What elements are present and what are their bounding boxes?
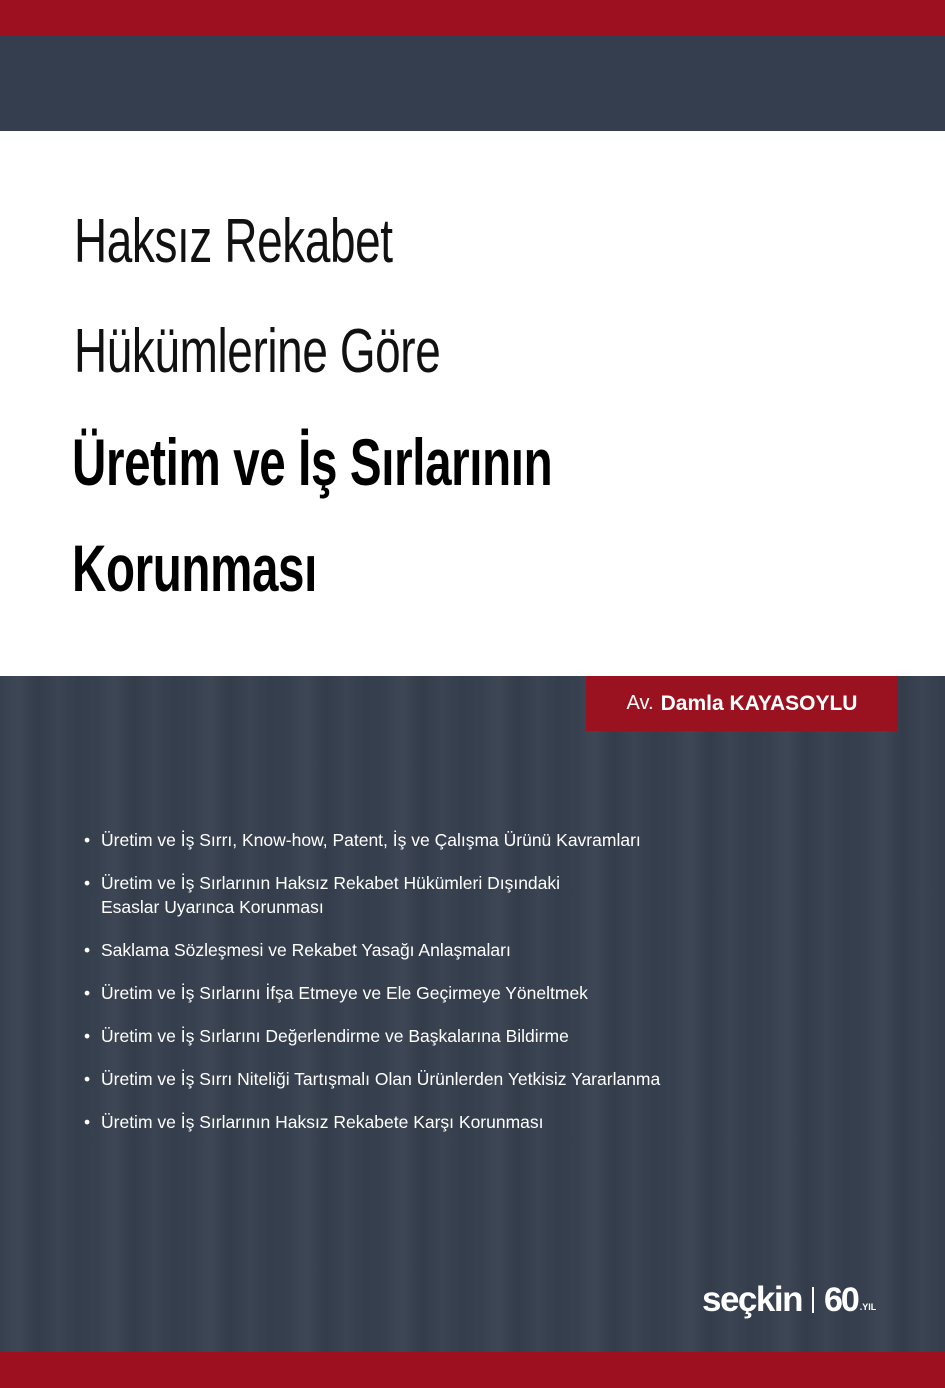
title-line-1: Haksız Rekabet (74, 207, 393, 276)
list-item (84, 828, 844, 852)
bottom-red-band (0, 1352, 945, 1388)
list-item (84, 1067, 844, 1091)
title-line-3: Üretim ve İş Sırlarının (72, 425, 553, 499)
bullet-icon: • (84, 1112, 91, 1132)
anniversary-number: 60 (823, 1280, 858, 1319)
topic-text: Üretim ve İş Sırlarının Haksız Rekabet Hükümleri Dışındaki Esaslar Uyarınca Korunması (101, 873, 561, 917)
topic-text: Üretim ve İş Sırlarını Değerlendirme ve Başkalarına Bildirme (101, 1026, 569, 1046)
publisher-divider (812, 1287, 814, 1313)
list-item (84, 1024, 844, 1048)
bullet-icon: • (84, 1026, 91, 1046)
title-line-2: Hükümlerine Göre (74, 317, 441, 386)
list-item (84, 871, 844, 919)
publisher-name: seçkin (702, 1280, 802, 1319)
title-line-4: Korunması (72, 531, 317, 605)
top-slate-band (0, 36, 945, 131)
bullet-icon: • (84, 940, 91, 960)
bullet-icon: • (84, 873, 91, 893)
author-prefix: Av. (626, 692, 654, 714)
publisher-logo (702, 1280, 876, 1320)
topic-text: Üretim ve İş Sırrı, Know-how, Patent, İş ve Çalışma Ürünü Kavramları (101, 830, 641, 850)
anniversary-suffix: .YIL (859, 1302, 877, 1312)
topic-text: Üretim ve İş Sırlarını İfşa Etmeye ve Ele Geçirmeye Yöneltmek (101, 983, 588, 1003)
list-item (84, 981, 844, 1005)
bullet-icon: • (84, 983, 91, 1003)
bullet-icon: • (84, 1069, 91, 1089)
top-red-band (0, 0, 945, 36)
topic-text: Üretim ve İş Sırrı Niteliği Tartışmalı Olan Ürünlerden Yetkisiz Yararlanma (101, 1069, 661, 1089)
author-name: Damla KAYASOYLU (660, 691, 858, 715)
author-badge (586, 676, 898, 731)
list-item (84, 938, 844, 962)
topic-list (84, 828, 844, 1153)
topic-text: Üretim ve İş Sırlarının Haksız Rekabete Karşı Korunması (101, 1112, 544, 1132)
title-area (0, 131, 945, 676)
lower-panel (0, 676, 945, 1352)
list-item (84, 1110, 844, 1134)
topic-text: Saklama Sözleşmesi ve Rekabet Yasağı Anlaşmaları (101, 940, 511, 960)
bullet-icon: • (84, 830, 91, 850)
